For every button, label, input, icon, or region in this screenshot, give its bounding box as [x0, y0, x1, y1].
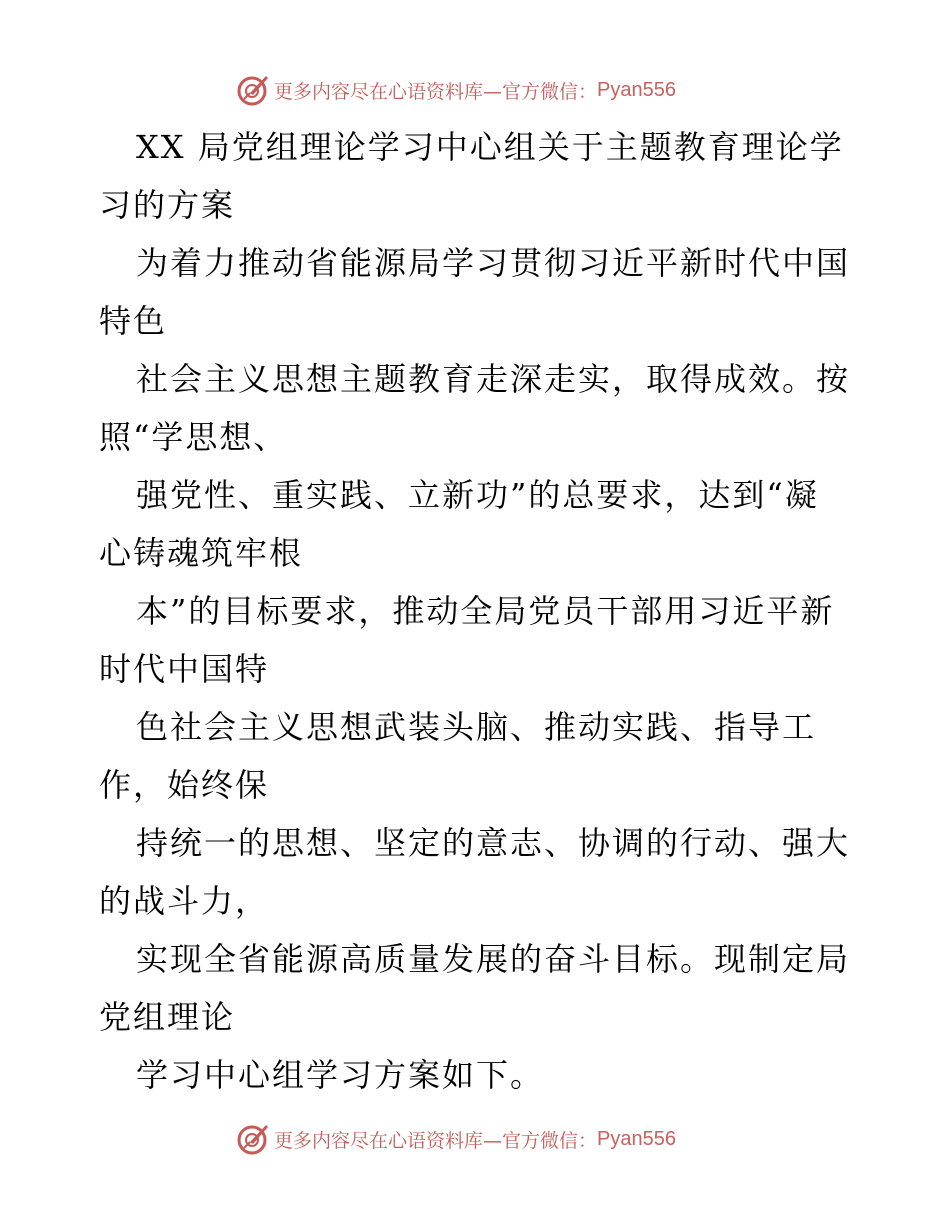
paragraph-line: 党组理论 — [99, 998, 236, 1036]
title-line-1: XX 局党组理论学习中心组关于主题教育理论学 — [136, 128, 844, 166]
watermark-text: 更多内容尽在心语资料库—官方微信： — [274, 80, 598, 103]
watermark-wechat-id: Pyan556 — [597, 1127, 676, 1150]
paragraph-line: 持统一的思想、坚定的意志、协调的行动、强大 — [136, 824, 851, 862]
footer-watermark — [236, 1121, 676, 1157]
watermark-text: 更多内容尽在心语资料库—官方微信： — [274, 1129, 598, 1152]
paragraph-line: 作，始终保 — [99, 766, 270, 804]
watermark-wechat-id: Pyan556 — [597, 78, 676, 101]
quill-emblem-icon — [236, 1122, 270, 1156]
paragraph-line: 时代中国特 — [99, 650, 270, 688]
paragraph-line: 实现全省能源高质量发展的奋斗目标。现制定局 — [136, 940, 851, 978]
paragraph-line: 为着力推动省能源局学习贯彻习近平新时代中国 — [136, 244, 851, 282]
paragraph-line: 强党性、重实践、立新功”的总要求，达到“凝 — [136, 476, 819, 514]
header-watermark — [236, 72, 676, 108]
document-body — [99, 118, 859, 1104]
paragraph-line: 学习中心组学习方案如下。 — [136, 1056, 545, 1094]
paragraph-line: 的战斗力， — [99, 882, 270, 920]
paragraph-line: 心铸魂筑牢根 — [99, 534, 304, 572]
quill-emblem-icon — [236, 73, 270, 107]
paragraph-line: 照“学思想、 — [99, 418, 288, 456]
paragraph-line: 特色 — [99, 302, 168, 340]
paragraph-line: 本”的目标要求，推动全局党员干部用习近平新 — [136, 592, 835, 630]
paragraph-line: 色社会主义思想武装头脑、推动实践、指导工 — [136, 708, 817, 746]
paragraph-line: 社会主义思想主题教育走深走实，取得成效。按 — [136, 360, 851, 398]
title-line-2: 习的方案 — [99, 186, 236, 224]
